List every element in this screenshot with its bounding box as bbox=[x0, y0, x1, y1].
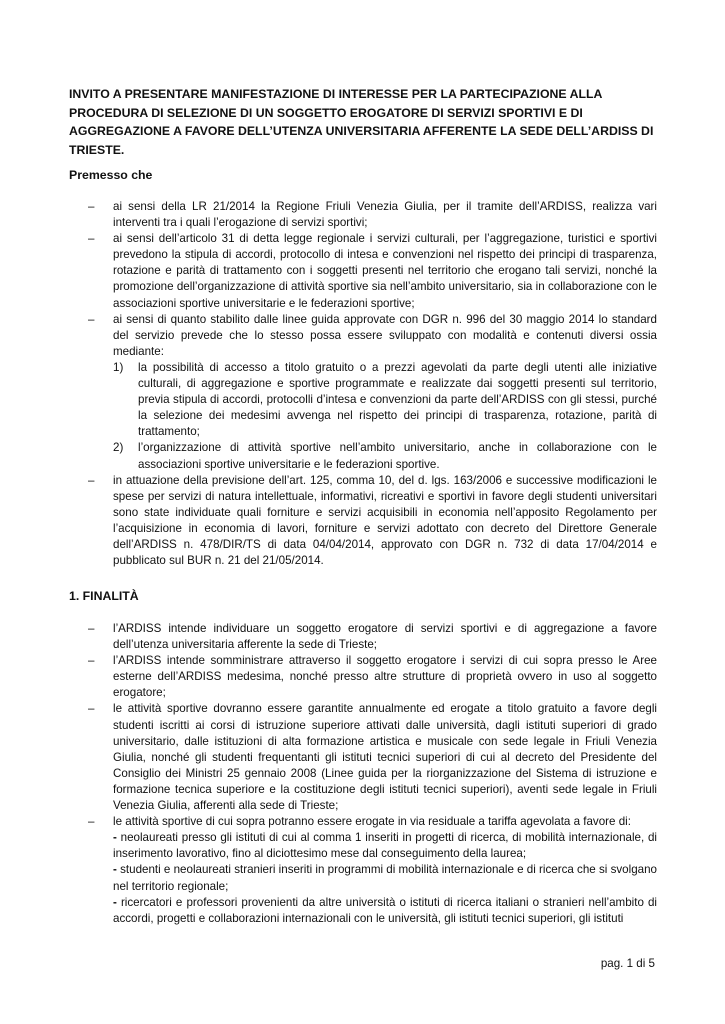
dash-bullet: – bbox=[88, 654, 95, 668]
dash-bullet: – bbox=[88, 200, 95, 213]
list-item bbox=[88, 473, 657, 570]
list-item bbox=[88, 199, 657, 231]
dash-bullet: – bbox=[88, 702, 95, 716]
sub-paragraph-text: ricercatori e professori provenienti da altre università o istituti di ricerca italiani o stranieri nell’ambito di accordi, progetti e collaborazioni internazionali con le università, gli istituti tecnici superiori, gli istituti bbox=[113, 895, 657, 925]
list-item-text: le attività sportive di cui sopra potranno essere erogate in via residuale a tariffa agevolata a favore di: bbox=[113, 815, 631, 829]
list-item-text: l’ARDISS intende somministrare attraverso il soggetto erogatore i servizi di cui sopra presso le Aree esterne dell’ARDISS medesima, nonché presso altre strutture di proprietà ovvero in uso al soggetto erogatore; bbox=[113, 654, 657, 700]
finalita-heading: 1. FINALITÀ bbox=[69, 589, 139, 603]
list-item-text: in attuazione della previsione dell’art. 125, comma 10, del d. lgs. 163/2006 e successive modificazioni le spese per servizi di natura intellettuale, informativi, ricreativi e sportivi in favore degli studenti universitari sono state individuate quali forniture e servizi acquisibili in economia nell’apposito Regolamento per l’acquisizione in economia di lavori, forniture e servizi adottato con decreto del Direttore Generale dell’ARDISS n. 478/DIR/TS di data 04/04/2014, approvato con DGR n. 732 di data 17/04/2014 e pubblicato sul BUR n. 21 del 21/05/2014. bbox=[113, 473, 657, 568]
dash-bullet: – bbox=[88, 312, 95, 326]
sub-paragraph-text: neolaureati presso gli istituti di cui al comma 1 inseriti in progetti di ricerca, di mobilità internazionale, di inserimento lavorativo, fino al diciottesimo mese dal conseguimento della laurea; bbox=[113, 831, 657, 861]
document-title: INVITO A PRESENTARE MANIFESTAZIONE DI INTERESSE PER LA PARTECIPAZIONE ALLA PROCEDURA DI SELEZIONE DI UN SOGGETTO EROGATORE DI SERVIZI SPORTIVI E DI AGGREGAZIONE A FAVORE DELL’UTENZA UNIVERSITARIA AFFERENTE LA SEDE DELL’ARDISS DI TRIESTE. bbox=[69, 87, 654, 157]
list-item bbox=[88, 653, 657, 701]
sub-dash: - bbox=[113, 895, 117, 909]
list-item-text: ai sensi di quanto stabilito dalle linee guida approvate con DGR n. 996 del 30 maggio 2014 lo standard del servizio prevede che lo stesso possa essere sviluppato con modalità e contenuti diversi ossia mediante: bbox=[113, 312, 657, 358]
premesso-heading: Premesso che bbox=[69, 168, 153, 182]
numbered-item-text: l’organizzazione di attività sportive nell’ambito universitario, anche in collaborazione con le associazioni sportive universitarie e le federazioni sportive. bbox=[138, 441, 657, 471]
list-item-text: l’ARDISS intende individuare un soggetto erogatore di servizi sportivi e di aggregazione a favore dell’utenza universitaria afferente la sede di Trieste; bbox=[113, 622, 657, 652]
dash-bullet: – bbox=[88, 232, 95, 246]
dash-bullet: – bbox=[88, 815, 95, 829]
numbered-item bbox=[113, 440, 657, 472]
sub-paragraph-text: studenti e neolaureati stranieri inseriti in programmi di mobilità internazionale e di ricerca che si svolgano nel territorio regionale; bbox=[113, 863, 657, 893]
numbered-item bbox=[113, 360, 657, 440]
item-number: 1) bbox=[113, 360, 124, 374]
item-number: 2) bbox=[113, 441, 124, 455]
list-item bbox=[88, 814, 657, 927]
dash-bullet: – bbox=[88, 622, 95, 635]
numbered-item-text: la possibilità di accesso a titolo gratuito o a prezzi agevolati da parte degli utenti alle iniziative culturali, di aggregazione e sportive programmate e realizzate dai soggetti presenti sul territorio, previa stipula di accordi, protocolli d’intesa e convenzioni da parte dell’ARDISS con gli stessi, purché la selezione dei medesimi avvenga nel rispetto dei principi di trasparenza, rotazione, parità di trattamento; bbox=[138, 360, 657, 439]
sub-dash: - bbox=[113, 831, 117, 845]
sub-paragraph bbox=[113, 830, 657, 862]
sub-paragraph bbox=[113, 895, 657, 927]
list-item-text: le attività sportive dovranno essere garantite annualmente ed erogate a titolo gratuito a favore degli studenti iscritti ai corsi di istruzione superiore attivati dalle università, dagli istituti superiori di grado universitario, dalle istituzioni di alta formazione artistica e musicale con sede legale in Friuli Venezia Giulia, nonché gli studenti frequentanti gli istituti tecnici superiori di cui al decreto del Presidente del Consiglio dei Ministri 25 gennaio 2008 (Linee guida per la riorganizzazione del Sistema di istruzione e formazione tecnica superiore e la costituzione degli istituti tecnici superiori), aventi sede legale in Friuli Venezia Giulia, afferenti alla sede di Trieste; bbox=[113, 702, 657, 813]
list-item-text: ai sensi dell’articolo 31 di detta legge regionale i servizi culturali, per l’aggregazione, turistici e sportivi prevedono la stipula di accordi, protocollo di intesa e convenzioni nel rispetto dei principi di trasparenza, rotazione e parità di trattamento con i soggetti presenti nel territorio che erogano tali servizi, nonché la promozione dell’organizzazione di attività sportive sia nell’ambito universitario, sia in collaborazione con le associazioni sportive universitarie e le federazioni sportive; bbox=[113, 232, 657, 310]
sub-dash: - bbox=[113, 863, 117, 877]
dash-bullet: – bbox=[88, 473, 95, 487]
list-item bbox=[88, 312, 657, 473]
sub-paragraph bbox=[113, 862, 657, 894]
list-item bbox=[88, 621, 657, 653]
numbered-sublist bbox=[113, 360, 657, 473]
list-item bbox=[88, 231, 657, 311]
list-item-text: ai sensi della LR 21/2014 la Regione Friuli Venezia Giulia, per il tramite dell’ARDISS, realizza vari interventi tra i quali l’erogazione di servizi sportivi; bbox=[113, 200, 657, 230]
premesso-list bbox=[88, 199, 657, 569]
list-item bbox=[88, 701, 657, 814]
page-number: pag. 1 di 5 bbox=[600, 957, 655, 970]
finalita-list bbox=[88, 621, 657, 927]
